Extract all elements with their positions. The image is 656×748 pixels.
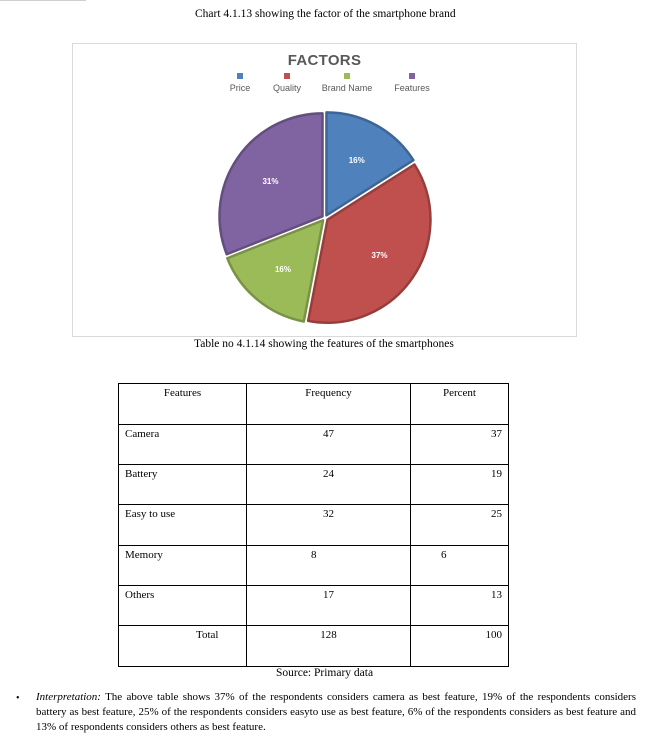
source-note: Source: Primary data (276, 667, 374, 679)
data-label-brand-name: 16% (274, 264, 291, 274)
row-percent: 37 (411, 425, 509, 465)
table-total-row (119, 626, 509, 667)
table-row (119, 465, 509, 505)
row-label: Memory (119, 546, 247, 586)
chart-title: FACTORS (287, 52, 362, 69)
row-label: Battery (119, 465, 247, 505)
interpretation-label: Interpretation: (36, 691, 101, 703)
chart-caption: Chart 4.1.13 showing the factor of the smartphone brand (195, 8, 456, 20)
total-percent: 100 (411, 626, 509, 667)
interpretation-text: The above table shows 37% of the respondents considers camera as best feature, 19% of the respondents considers battery as best feature, 25% of the respondents considers easyto use as best feature, 6% of the respondents considers as best feature and 13% of respondents considers others as best feature. (36, 691, 636, 733)
table-row (119, 425, 509, 465)
table-header-row (119, 384, 509, 425)
data-label-quality: 37% (371, 251, 388, 261)
table-row (119, 546, 509, 586)
row-frequency: 32 (247, 505, 411, 546)
row-label: Camera (119, 425, 247, 465)
row-label: Easy to use (119, 505, 247, 546)
legend-label-features: Features (394, 83, 430, 93)
data-label-features: 31% (262, 176, 279, 186)
row-percent: 25 (411, 505, 509, 546)
row-frequency: 24 (247, 465, 411, 505)
row-frequency: 8 (247, 546, 411, 586)
row-percent: 13 (411, 586, 509, 626)
table-row (119, 586, 509, 626)
pie-chart (72, 43, 577, 337)
row-frequency: 47 (247, 425, 411, 465)
total-frequency: 128 (247, 626, 411, 667)
total-label: Total (119, 626, 247, 667)
legend-label-brand-name: Brand Name (321, 83, 373, 93)
row-frequency: 17 (247, 586, 411, 626)
header-percent: Percent (411, 384, 509, 425)
row-label: Others (119, 586, 247, 626)
legend-label-quality: Quality (272, 83, 301, 93)
header-frequency: Frequency (247, 384, 411, 425)
features-table (118, 383, 509, 667)
pie-plot-area (73, 44, 578, 338)
legend-label-price: Price (229, 83, 251, 93)
row-percent: 6 (411, 546, 509, 586)
header-features: Features (119, 384, 247, 425)
row-percent: 19 (411, 465, 509, 505)
table-caption: Table no 4.1.14 showing the features of the smartphones (194, 338, 454, 350)
bullet-icon: • (16, 693, 20, 704)
interpretation-paragraph (36, 690, 636, 735)
page-top-rule (0, 0, 86, 1)
data-label-price: 16% (348, 156, 365, 166)
table-row (119, 505, 509, 546)
